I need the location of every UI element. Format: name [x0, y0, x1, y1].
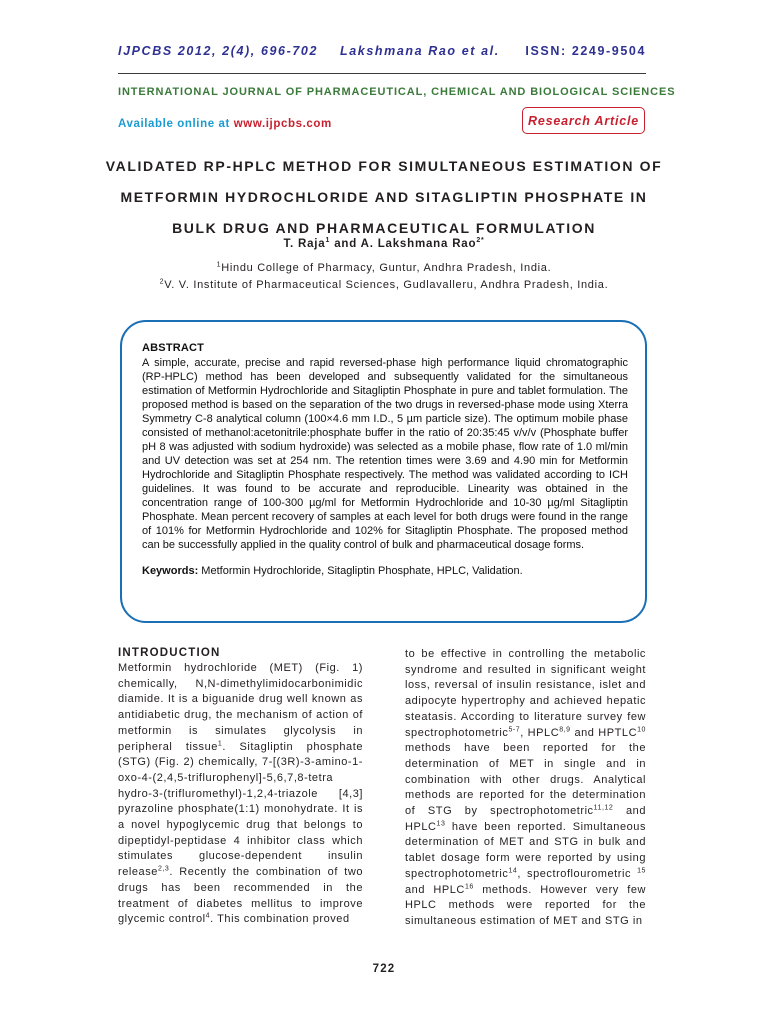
introduction-heading: INTRODUCTION [118, 647, 221, 659]
text-run: methods. However very few HPLC methods were reported for the simultaneous estimation of MET and STG in [405, 883, 647, 927]
keywords [142, 564, 628, 578]
introduction-paragraph [118, 661, 363, 928]
header-divider [118, 73, 646, 74]
title-line: METFORMIN HYDROCHLORIDE AND SITAGLIPTIN PHOSPHATE IN [120, 189, 648, 205]
citation-mark: 14 [508, 867, 518, 875]
author-conjunction: and [330, 238, 361, 250]
journal-name: INTERNATIONAL JOURNAL OF PHARMACEUTICAL, CHEMICAL AND BIOLOGICAL SCIENCES [118, 86, 676, 98]
title-line: BULK DRUG AND PHARMACEUTICAL FORMULATION [172, 220, 596, 236]
abstract-box [120, 320, 647, 623]
article-title [100, 151, 668, 244]
author-name: A. Lakshmana Rao [360, 238, 477, 250]
article-type-badge: Research Article [522, 107, 645, 134]
journal-url-link[interactable]: www.ijpcbs.com [233, 118, 332, 130]
affiliation-text: V. V. Institute of Pharmaceutical Sciences, Gudlavalleru, Andhra Pradesh, India. [164, 279, 609, 291]
affiliation-text: Hindu College of Pharmacy, Guntur, Andhra Pradesh, India. [221, 262, 552, 274]
text-run: . This combination proved [210, 913, 350, 926]
citation-mark: 16 [464, 882, 474, 890]
keywords-text: Metformin Hydrochloride, Sitagliptin Phosphate, HPLC, Validation. [198, 565, 523, 577]
author-list [100, 238, 668, 250]
citation-mark: 8,9 [559, 725, 571, 733]
keywords-label: Keywords: [142, 565, 199, 577]
author-affiliation-mark: 2* [476, 237, 485, 245]
text-run: Metformin hydrochloride (MET) (Fig. 1) chemically, N,N-dimethylimidocarbonimidic diamide. It is a biguanide drug well known as antidiabetic drug, the mechanism of action of metformin is simulates glycolysis in peripheral tissue [118, 662, 363, 753]
text-run: , HPLC [520, 726, 560, 739]
text-run: have been reported. Simultaneous determination of MET and STG in bulk and tablet dosage form were reported by using spectrophotometric [405, 820, 646, 880]
running-authors: Lakshmana Rao et al. [340, 44, 500, 58]
text-run: . Sitagliptin phosphate (STG) (Fig. 2) chemically, 7-[(3R)-3-amino-1-oxo-4-(2,4,5-triflurophenyl]-5,6,7,8-tetra hydro-3-(trifluromethyl)-1,2,4-triazole [4,3] pyrazoline phosphate(1:1) monohydrate. It is a novel hypoglycemic drug that belongs to dipeptidyl-peptidase 4 inhibitor class which stimulates glucose-dependent insulin release [118, 740, 363, 879]
availability-label: Available online at [118, 118, 234, 130]
citation-mark: 13 [436, 820, 446, 828]
title-line: VALIDATED RP-HPLC METHOD FOR SIMULTANEOUS ESTIMATION OF [105, 158, 663, 174]
abstract-content [142, 341, 628, 578]
page-number: 722 [372, 963, 396, 975]
availability-line [118, 118, 332, 130]
citation-mark: 10 [637, 725, 646, 733]
affiliation-mark: 1 [216, 261, 222, 269]
citation-mark: 5-7 [508, 725, 521, 733]
abstract-text: A simple, accurate, precise and rapid reversed-phase high performance liquid chromatographic (RP-HPLC) method has been developed and subsequently validated for the simultaneous estimation of Metformin Hydrochloride and Sitagliptin Phosphate in pure and tablet formulation. The proposed method is based on the separation of the two drugs in reversed-phase mode using Xterra Symmetry C-8 analytical column (100×4.6 mm I.D., 5 µm particle size). The optimum mobile phase consisted of methanol:acetonitrile:phosphate buffer in the ratio of 20:35:45 v/v/v (Phosphate buffer pH 8 was adjusted with sodium hydroxide) was selected as a mobile phase, flow rate of 1.0 ml/min and UV detection was set at 254 nm. The retention times were 3.69 and 4.90 min for Metformin Hydrochloride and Sitagliptin Phosphate respectively. The method was validated according to ICH guidelines. It was found to be accurate and reproducible. Linearity was obtained in the concentration range of 100-300 µg/ml for Metformin Hydrochloride and 10-30 µg/ml Sitagliptin Phosphate. Mean percent recovery of samples at each level for both drugs were found in the range of 101% for Metformin Hydrochloride and 102% for Sitagliptin Phosphate. The proposed method can be successfully applied in the quality control of bulk and pharmaceutical dosage forms. [142, 357, 628, 551]
author-name: T. Raja [283, 238, 326, 250]
text-run: and HPTLC [570, 726, 638, 739]
affiliation-mark: 2 [159, 278, 165, 286]
issn: ISSN: 2249-9504 [525, 44, 646, 58]
citation-mark: 1 [217, 739, 223, 747]
text-run: to be effective in controlling the metabolic syndrome and resulted in significant weight loss, reversal of insulin resistance, islet and adipocyte hypertrophy and achieved hepatic steatasis. According to literature survey few spectrophotometric [405, 648, 646, 739]
text-run: methods have been reported for the determination of MET in single and in combination with other drugs. Analytical methods are reported for the determination of STG by spectrophotometric [405, 742, 646, 818]
affiliation [100, 262, 668, 274]
affiliation [100, 279, 668, 291]
body-column-left [118, 646, 363, 928]
author-affiliation-mark: 1 [325, 237, 331, 245]
body-column-right [405, 647, 646, 930]
text-run: , spectroflourometric [517, 867, 638, 880]
text-run: and HPLC [405, 883, 465, 896]
text-run: and HPLC [405, 805, 646, 833]
introduction-paragraph-continued [405, 647, 646, 930]
citation-mark: 4 [205, 912, 211, 920]
citation-mark: 2,3 [157, 865, 170, 873]
citation-mark: 11,12 [593, 804, 614, 812]
abstract-heading: ABSTRACT [142, 342, 205, 354]
citation-mark: 15 [637, 867, 646, 875]
text-run: . Recently the combination of two drugs has been recommended in the treatment of diabetes mellitus to improve glycemic control [118, 866, 363, 926]
running-header [118, 44, 646, 62]
journal-reference: IJPCBS 2012, 2(4), 696-702 [118, 44, 319, 58]
